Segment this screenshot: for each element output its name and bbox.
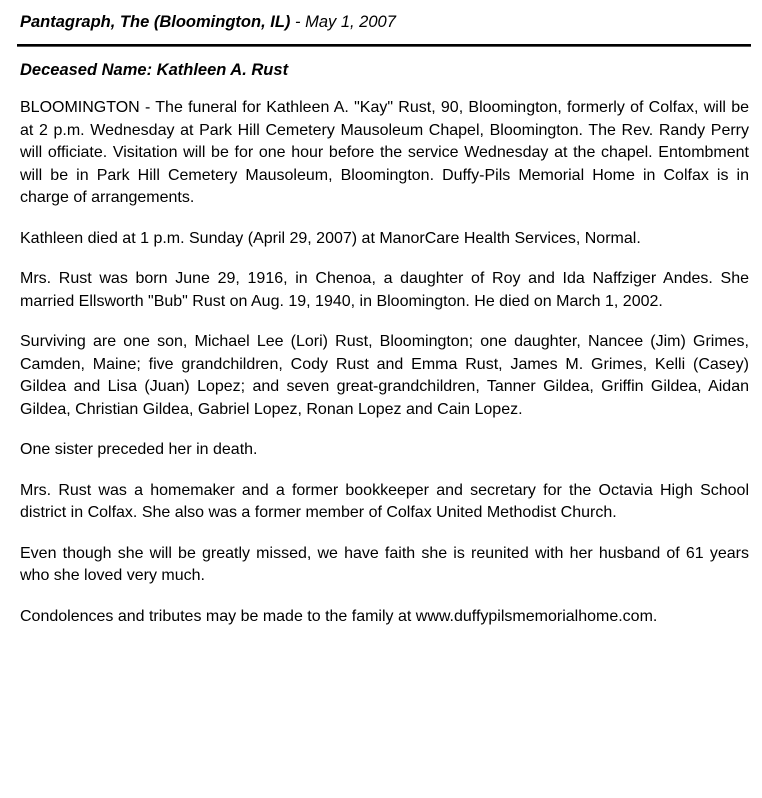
paragraph-career: Mrs. Rust was a homemaker and a former bookkeeper and secretary for the Octavia High School district in Colfax. She also was a former member of Colfax United Methodist Church. <box>20 481 749 521</box>
publication-header <box>20 12 396 32</box>
obituary-body <box>20 97 749 628</box>
paragraph-preceded: One sister preceded her in death. <box>20 441 258 458</box>
paragraph-condolences: Condolences and tributes may be made to the family at www.duffypilsmemorialhome.com. <box>20 607 658 625</box>
paragraph-death: Kathleen died at 1 p.m. Sunday (April 29, 2007) at ManorCare Health Services, Normal. <box>20 229 641 247</box>
publication-date: May 1, 2007 <box>305 13 396 31</box>
paragraph-tribute: Even though she will be greatly missed, we have faith she is reunited with her husband of 61 years who she loved very much. <box>20 544 749 584</box>
paragraph-funeral: BLOOMINGTON - The funeral for Kathleen A. "Kay" Rust, 90, Bloomington, formerly of Colfax, will be at 2 p.m. Wednesday at Park Hill Cemetery Mausoleum Chapel, Bloomington. The Rev. Randy Perry will officiate. Visitation will be for one hour before the service Wednesday at the chapel. Entombment will be in Park Hill Cemetery Mausoleum, Bloomington. Duffy-Pils Memorial Home in Colfax is in charge of arrangements. <box>20 99 749 206</box>
header-separator: - <box>290 13 306 31</box>
header-divider <box>17 44 751 46</box>
deceased-name: Deceased Name: Kathleen A. Rust <box>20 61 289 79</box>
paragraph-survivors: Surviving are one son, Michael Lee (Lori) Rust, Bloomington; one daughter, Nancee (Jim) Grimes, Camden, Maine; five grandchildren, Cody Rust and Emma Rust, James M. Grimes, Kelli (Casey) Gildea and Lisa (Juan) Lopez; and seven great-grandchildren, Tanner Gildea, Griffin Gildea, Aidan Gildea, Christian Gildea, Gabriel Lopez, Ronan Lopez and Cain Lopez. <box>20 333 749 418</box>
newspaper-name: Pantagraph, The (Bloomington, IL) <box>20 13 291 31</box>
paragraph-birth-marriage: Mrs. Rust was born June 29, 1916, in Chenoa, a daughter of Roy and Ida Naffziger Andes. She married Ellsworth "Bub" Rust on Aug. 19, 1940, in Bloomington. He died on March 1, 2002. <box>20 270 749 310</box>
